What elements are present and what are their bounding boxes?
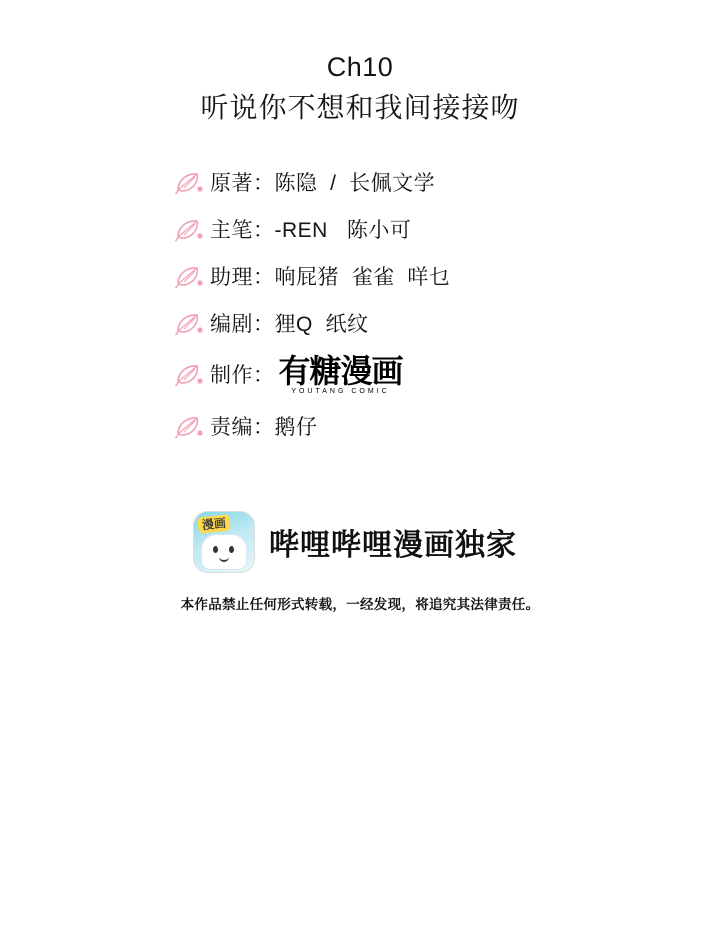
credits-list <box>0 158 720 449</box>
credit-value: 鹅仔 <box>274 415 318 439</box>
platform-exclusive-text: 哔哩哔哩漫画独家 <box>269 529 517 562</box>
mascot-face <box>202 535 246 569</box>
credit-label: 制作： <box>210 364 275 387</box>
credit-row <box>175 252 720 299</box>
credit-label: 主笔： <box>210 218 275 242</box>
platform-block <box>0 511 720 573</box>
mascot-mouth <box>219 555 229 562</box>
youtang-logo-subtext: YOUTANG COMIC <box>291 388 390 395</box>
app-icon-badge: 漫画 <box>197 514 231 533</box>
feather-bullet-icon <box>175 362 205 388</box>
credit-label: 责编： <box>210 415 275 439</box>
credit-row <box>175 299 720 346</box>
credit-label: 编剧： <box>210 312 275 336</box>
credit-label: 原著： <box>210 171 275 195</box>
credit-value: 狸Q 纸纹 <box>274 312 369 336</box>
credit-label: 助理： <box>210 265 275 289</box>
youtang-comic-logo <box>279 354 403 396</box>
credit-row <box>175 402 720 449</box>
credit-row <box>175 205 720 252</box>
feather-bullet-icon <box>175 311 205 337</box>
title-block <box>0 0 720 128</box>
bilibili-comic-app-icon <box>193 511 255 573</box>
chapter-title: 听说你不想和我间接接吻 <box>200 92 520 123</box>
feather-bullet-icon <box>175 264 205 290</box>
mascot-eye-left <box>213 546 218 553</box>
credit-row-production <box>175 346 720 402</box>
credit-row <box>175 158 720 205</box>
youtang-logo-text: 有糖漫画 <box>278 352 403 390</box>
chapter-number: Ch10 <box>326 52 394 82</box>
feather-bullet-icon <box>175 170 205 196</box>
credit-value: 响屁猪 雀雀 咩乜 <box>274 265 451 289</box>
credit-value: 陈隐 / 长佩文学 <box>274 171 436 195</box>
credit-value: -REN 陈小可 <box>274 218 412 242</box>
feather-bullet-icon <box>175 414 205 440</box>
copyright-disclaimer: 本作品禁止任何形式转载，一经发现，将追究其法律责任。 <box>180 597 540 612</box>
feather-bullet-icon <box>175 217 205 243</box>
mascot-eye-right <box>229 546 234 553</box>
